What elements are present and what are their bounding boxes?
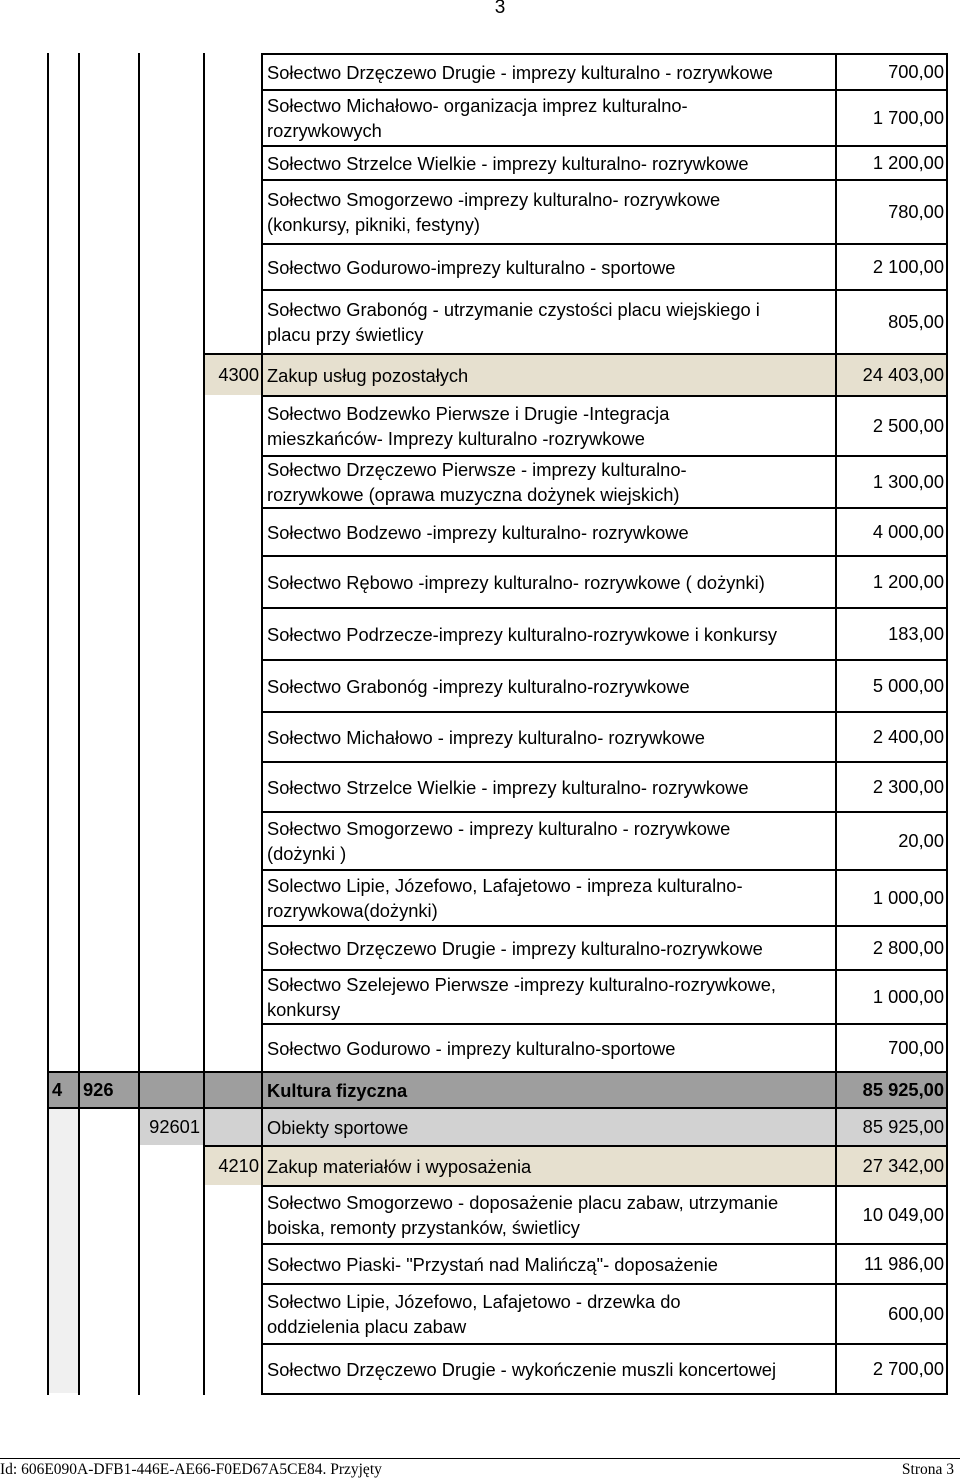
column-border — [47, 53, 49, 1395]
chapter-code: 92601 — [149, 1116, 200, 1137]
row-amount: 700,00 — [888, 1037, 944, 1058]
row-description: Sołectwo Podrzecze-imprezy kulturalno-rozrywkowe i konkursy — [267, 623, 778, 645]
row-description: Zakup materiałów i wyposażenia — [267, 1155, 532, 1177]
row-description: Sołectwo Smogorzewo - imprezy kulturalno - rozrywkowe (dożynki ) — [267, 818, 731, 864]
row-description: Sołectwo Smogorzewo -imprezy kulturalno- rozrywkowe (konkursy, pikniki, festyny) — [267, 189, 721, 235]
row-amount: 1 700,00 — [872, 107, 944, 128]
lp-column-fill — [49, 1107, 80, 1393]
row-description: Sołectwo Godurowo - imprezy kulturalno-sportowe — [267, 1037, 676, 1059]
row-description: Sołectwo Michałowo - imprezy kulturalno- rozrywkowe — [267, 726, 705, 748]
row-amount: 11 986,00 — [864, 1253, 944, 1274]
section-lp: 4 — [52, 1079, 63, 1100]
row-description: Sołectwo Drzęczewo Pierwsze - imprezy kulturalno- rozrywkowe (oprawa muzyczna dożynek wiejskich) — [267, 459, 687, 505]
row-description: Sołectwo Szelejewo Pierwsze -imprezy kulturalno-rozrywkowe, konkursy — [267, 974, 777, 1020]
table-bottom-border — [261, 1393, 948, 1395]
row-amount: 24 403,00 — [862, 364, 944, 385]
row-description: Sołectwo Michałowo- organizacja imprez kulturalno- rozrywkowych — [267, 95, 688, 141]
row-description: Sołectwo Drzęczewo Drugie - wykończenie muszli koncertowej — [267, 1358, 777, 1380]
row-amount: 1 000,00 — [872, 887, 944, 908]
row-description: Sołectwo Smogorzewo - doposażenie placu zabaw, utrzymanie boiska, remonty przystanków, świetlicy — [267, 1192, 779, 1238]
row-description: Zakup usług pozostałych — [267, 364, 469, 386]
document-id: Id: 606E090A-DFB1-446E-AE66-F0ED67A5CE84. Przyjęty — [0, 1461, 382, 1478]
row-amount: 2 400,00 — [872, 726, 944, 747]
row-amount: 805,00 — [888, 311, 944, 332]
column-border — [261, 53, 263, 1395]
row-amount: 2 100,00 — [872, 256, 944, 277]
row-amount: 1 200,00 — [872, 571, 944, 592]
row-description: Sołectwo Drzęczewo Drugie - imprezy kulturalno-rozrywkowe — [267, 937, 763, 959]
row-description: Sołectwo Strzelce Wielkie - imprezy kulturalno- rozrywkowe — [267, 776, 749, 798]
row-amount: 1 300,00 — [872, 471, 944, 492]
row-description: Sołectwo Grabonóg - utrzymanie czystości placu wiejskiego i placu przy świetlicy — [267, 299, 760, 345]
row-amount: 2 300,00 — [872, 776, 944, 797]
row-amount: 10 049,00 — [862, 1204, 944, 1225]
row-description: Sołectwo Lipie, Józefowo, Lafajetowo - drzewka do oddzielenia placu zabaw — [267, 1291, 681, 1337]
row-description: Sołectwo Drzęczewo Drugie - imprezy kulturalno - rozrywkowe — [267, 61, 773, 83]
paragraph-code: 4210 — [218, 1155, 259, 1176]
section-dzial: 926 — [83, 1079, 114, 1100]
row-description: Sołectwo Strzelce Wielkie - imprezy kulturalno- rozrywkowe — [267, 152, 749, 174]
paragraph-code: 4300 — [218, 364, 259, 385]
row-amount: 5 000,00 — [872, 675, 944, 696]
row-amount: 2 700,00 — [872, 1358, 944, 1379]
row-amount: 85 925,00 — [862, 1079, 944, 1100]
page-footer — [0, 1442, 960, 1479]
row-amount: 1 000,00 — [872, 986, 944, 1007]
column-border — [138, 53, 140, 1395]
row-description: Kultura fizyczna — [267, 1079, 408, 1101]
row-amount: 780,00 — [888, 201, 944, 222]
page-number: 3 — [494, 0, 506, 18]
column-border — [203, 53, 205, 1395]
row-amount: 600,00 — [888, 1303, 944, 1324]
row-amount: 2 800,00 — [872, 937, 944, 958]
page-indicator: Strona 3 — [901, 1461, 954, 1478]
row-amount: 183,00 — [888, 623, 944, 644]
row-description: Sołectwo Grabonóg -imprezy kulturalno-rozrywkowe — [267, 675, 690, 697]
row-amount: 4 000,00 — [872, 521, 944, 542]
column-border — [946, 53, 948, 1395]
row-amount: 20,00 — [898, 830, 944, 851]
row-amount: 2 500,00 — [872, 415, 944, 436]
row-description: Obiekty sportowe — [267, 1116, 409, 1138]
column-border — [78, 53, 80, 1395]
row-description: Sołectwo Bodzewko Pierwsze i Drugie -Integracja mieszkańców- Imprezy kulturalno -rozrywkowe — [267, 403, 670, 449]
row-amount: 85 925,00 — [862, 1116, 944, 1137]
row-amount: 700,00 — [888, 61, 944, 82]
row-description: Solectwo Lipie, Józefowo, Lafajetowo - impreza kulturalno- rozrywkowa(dożynki) — [267, 875, 743, 921]
row-description: Sołectwo Bodzewo -imprezy kulturalno- rozrywkowe — [267, 521, 689, 543]
row-description: Sołectwo Rębowo -imprezy kulturalno- rozrywkowe ( dożynki) — [267, 571, 765, 593]
row-amount: 27 342,00 — [862, 1155, 944, 1176]
row-description: Sołectwo Godurowo-imprezy kulturalno - sportowe — [267, 256, 676, 278]
footer-divider — [0, 1458, 960, 1459]
row-amount: 1 200,00 — [872, 152, 944, 173]
row-description: Sołectwo Piaski- "Przystań nad Malińczą"- doposażenie — [267, 1253, 718, 1275]
